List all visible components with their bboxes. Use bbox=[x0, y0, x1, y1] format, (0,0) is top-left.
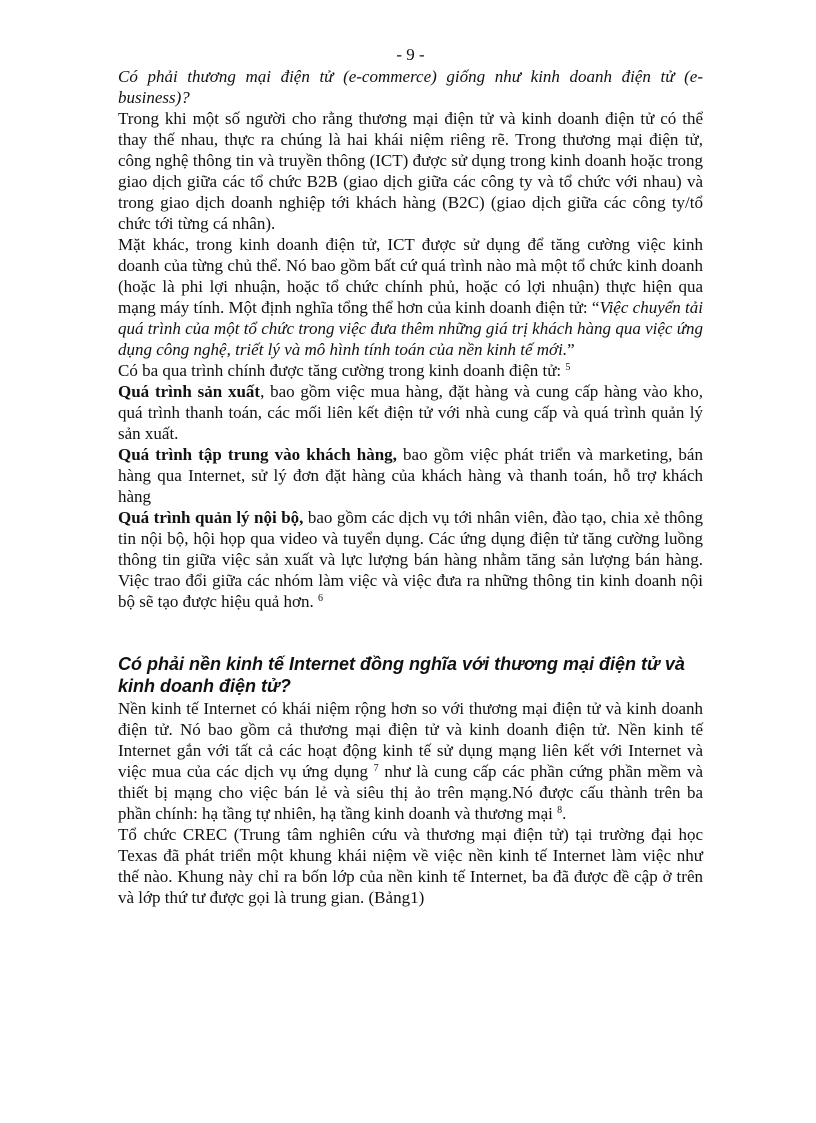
page-number: - 9 - bbox=[396, 45, 425, 64]
footnote-ref-7: 7 bbox=[373, 763, 379, 774]
footnote-ref-5: 5 bbox=[565, 362, 571, 373]
section-heading-internet-economy: Có phải nền kinh tế Internet đồng nghĩa với thương mại điện tử và kinh doanh điện tử? bbox=[118, 654, 685, 696]
footnote-ref-6: 6 bbox=[317, 593, 323, 604]
three-processes-text: Có ba qua trình chính được tăng cường trong kinh doanh điện tử: bbox=[118, 361, 566, 380]
customer-process-text: bao gồm việc phát triển và marketing, bán hàng qua Internet, sử lý đơn đặt hàng của khách hàng và thanh toán, hỗ trợ khách hàng bbox=[118, 445, 703, 506]
footnote-ref-8: 8 bbox=[557, 805, 563, 816]
paragraph-internal-process bbox=[118, 507, 703, 612]
paragraph-production-process bbox=[118, 381, 703, 444]
production-process-term: Quá trình sản xuất bbox=[118, 382, 261, 401]
paragraph-three-processes bbox=[118, 360, 703, 381]
paragraph-crec-framework: Tổ chức CREC (Trung tâm nghiên cứu và thương mại điện tử) tại trường đại học Texas đã phát triển một khung khái niệm về việc nền kinh tế Internet làm việc như thế nào. Khung này chỉ ra bốn lớp của nền kinh tế Internet, ba đã được đề cập ở trên và lớp thứ tư được gọi là trung gian. (Bảng1) bbox=[118, 825, 703, 907]
ebusiness-definition-quote: Việc chuyển tải quá trình của một tổ chức trong việc đưa thêm những giá trị khách hàng qua việc ứng dụng công nghệ, triết lý và mô hình tính toán của nền kinh tế mới. bbox=[118, 298, 703, 359]
section-heading-ecommerce-vs-ebusiness: Có phải thương mại điện tử (e-commerce) giống như kinh doanh điện tử (e-business)? bbox=[118, 67, 703, 107]
internal-process-term: Quá trình quản lý nội bộ, bbox=[118, 508, 304, 527]
customer-process-term: Quá trình tập trung vào khách hàng, bbox=[118, 445, 397, 464]
internet-economy-text-a: Nền kinh tế Internet có khái niệm rộng hơn so với thương mại điện tử và kinh doanh điện tử. Nó bao gồm cả thương mại điện tử và kinh doanh điện tử. Nền kinh tế Internet gắn với tất cả các hoạt động kinh tế sử dụng mạng liên kết với Internet và việc mua của các dịch vụ ứng dụng bbox=[118, 699, 703, 781]
internet-economy-text-b: như là cung cấp các phần cứng phần mềm và thiết bị mạng cho việc bán lẻ và siêu thị ảo trên mạng.Nó được cấu thành trên ba phần chính: hạ tầng tự nhiên, hạ tầng kinh doanh và thương mại bbox=[118, 762, 703, 823]
production-process-text: , bao gồm việc mua hàng, đặt hàng và cung cấp hàng vào kho, quá trình thanh toán, các mối liên kết điện tử với nhà cung cấp và quá trình quản lý sản xuất. bbox=[118, 382, 704, 443]
internet-economy-text-c: . bbox=[562, 804, 567, 823]
paragraph-internet-economy bbox=[118, 698, 703, 824]
paragraph-ebusiness-text: Mặt khác, trong kinh doanh điện tử, ICT được sử dụng để tăng cường việc kinh doanh của từng chủ thể. Nó bao gồm bất cứ quá trình nào mà một tổ chức kinh doanh (hoặc là phi lợi nhuận, hoặc tổ chức chính phủ, hoặc có lợi nhuận) thực hiện qua mạng máy tính. Một định nghĩa tổng thể hơn của kinh doanh điện tử: “ bbox=[118, 235, 703, 317]
paragraph-ebusiness bbox=[118, 234, 703, 360]
quote-close-mark: ” bbox=[567, 340, 575, 359]
paragraph-definitions: Trong khi một số người cho rằng thương mại điện tử và kinh doanh điện tử có thể thay thế nhau, thực ra chúng là hai khái niệm riêng rẽ. Trong thương mại điện tử, công nghệ thông tin và truyền thông (ICT) được sử dụng trong kinh doanh hoặc trong giao dịch giữa các tổ chức B2B (giao dịch giữa các công ty và tổ chức với nhau) và trong giao dịch doanh nghiệp tới khách hàng (B2C) (giao dịch giữa các công ty/tổ chức tới từng cá nhân). bbox=[118, 109, 703, 233]
paragraph-customer-process bbox=[118, 444, 703, 507]
internal-process-text: bao gồm các dịch vụ tới nhân viên, đào tạo, chia xẻ thông tin nội bộ, hội họp qua video và tuyển dụng. Các ứng dụng điện tử tăng cường luồng thông tin giữa việc sản xuất và lực lượng bán hàng nhằm tăng sản lượng bán hàng. Việc trao đổi giữa các nhóm làm việc và việc đưa ra những thông tin kinh doanh nội bộ sẽ tạo được hiệu quả hơn. bbox=[118, 508, 703, 611]
document-page bbox=[118, 44, 703, 908]
